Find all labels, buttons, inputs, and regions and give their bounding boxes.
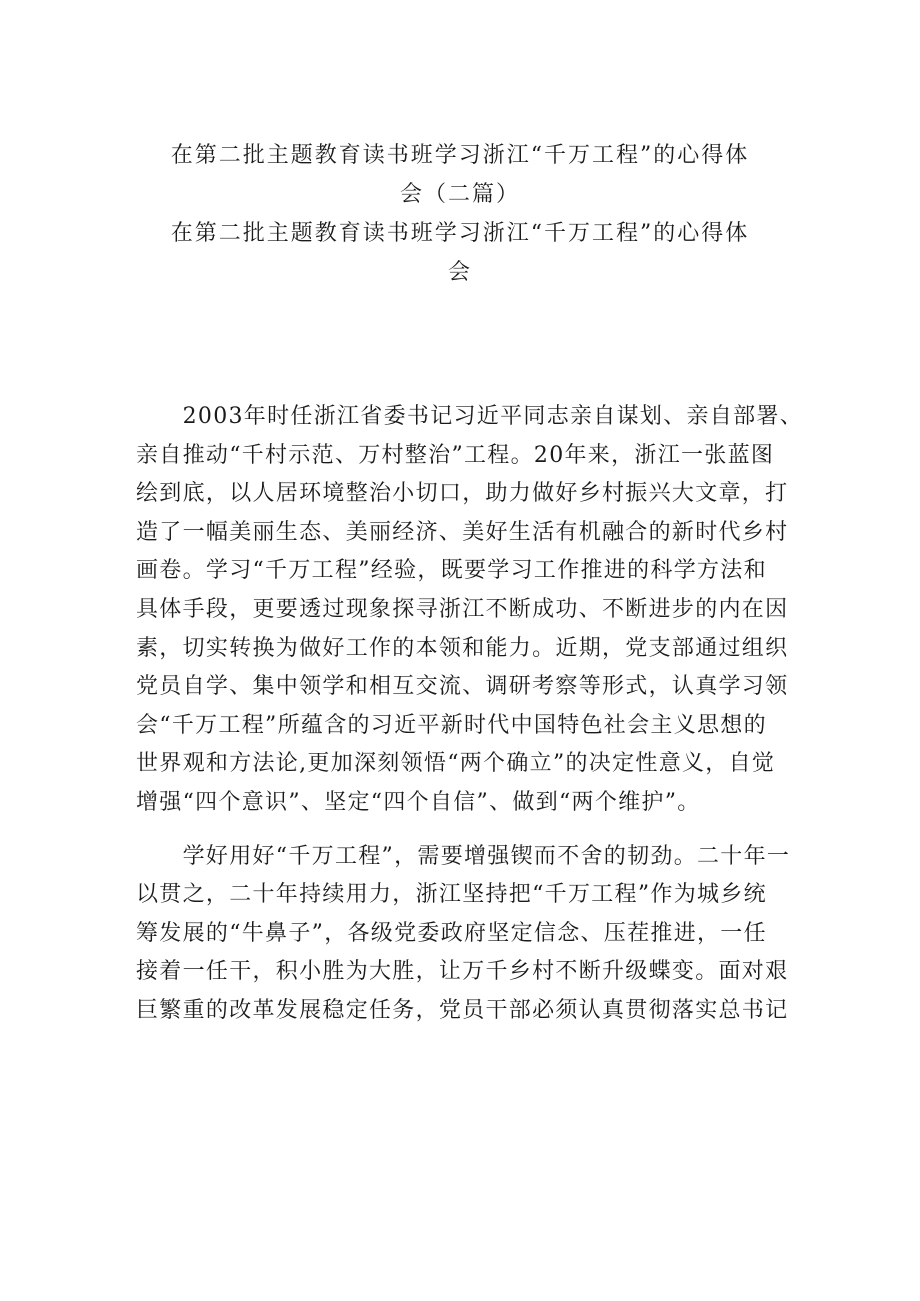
document-title	[130, 136, 790, 292]
title-line-2: 会（二篇）	[399, 182, 520, 207]
text-line: 亲自推动“千村示范、万村整治”工程。20年来，浙江一张蓝图	[136, 442, 775, 468]
text-line: 画卷。学习“千万工程”经验，既要学习工作推进的科学方法和	[136, 558, 767, 584]
document-body	[136, 398, 803, 1046]
text-line: 具体手段，更要透过现象探寻浙江不断成功、不断进步的内在因	[136, 596, 789, 622]
text-line: 造了一幅美丽生态、美丽经济、美好生活有机融合的新时代乡村	[136, 519, 789, 545]
subtitle-line-2: 会	[447, 260, 472, 285]
text-line: 增强“四个意识”、坚定“四个自信”、做到“两个维护”。	[136, 789, 701, 815]
text-line: 世界观和方法论,更加深刻领悟“两个确立”的决定性意义，自觉	[136, 751, 776, 777]
paragraph-2	[136, 838, 790, 1031]
title-line-1: 在第二批主题教育读书班学习浙江“千万工程”的心得体	[170, 143, 750, 168]
text-line: 以贯之，二十年持续用力，浙江坚持把“千万工程”作为城乡统	[136, 882, 767, 908]
text-line: 绘到底，以人居环境整治小切口，助力做好乡村振兴大文章，打	[136, 481, 789, 507]
text-line: 素，切实转换为做好工作的本领和能力。近期，党支部通过组织	[136, 635, 789, 661]
subtitle-line-1: 在第二批主题教育读书班学习浙江“千万工程”的心得体	[170, 221, 750, 246]
text-line: 党员自学、集中领学和相互交流、调研考察等形式，认真学习领	[136, 674, 789, 700]
text-line: 巨繁重的改革发展稳定任务，党员干部必须认真贯彻落实总书记	[136, 997, 789, 1023]
text-line: 2003年时任浙江省委书记习近平同志亲自谋划、亲自部署、	[136, 404, 803, 429]
text-line: 接着一任干，积小胜为大胜，让万千乡村不断升级蝶变。面对艰	[136, 959, 789, 985]
paragraph-1	[136, 398, 803, 823]
text-line: 学好用好“千万工程”，需要增强锲而不舍的韧劲。二十年一	[136, 843, 791, 869]
text-line: 会“千万工程”所蕴含的习近平新时代中国特色社会主义思想的	[136, 712, 767, 738]
text-line: 筹发展的“牛鼻子”，各级党委政府坚定信念、压茬推进，一任	[136, 920, 767, 946]
